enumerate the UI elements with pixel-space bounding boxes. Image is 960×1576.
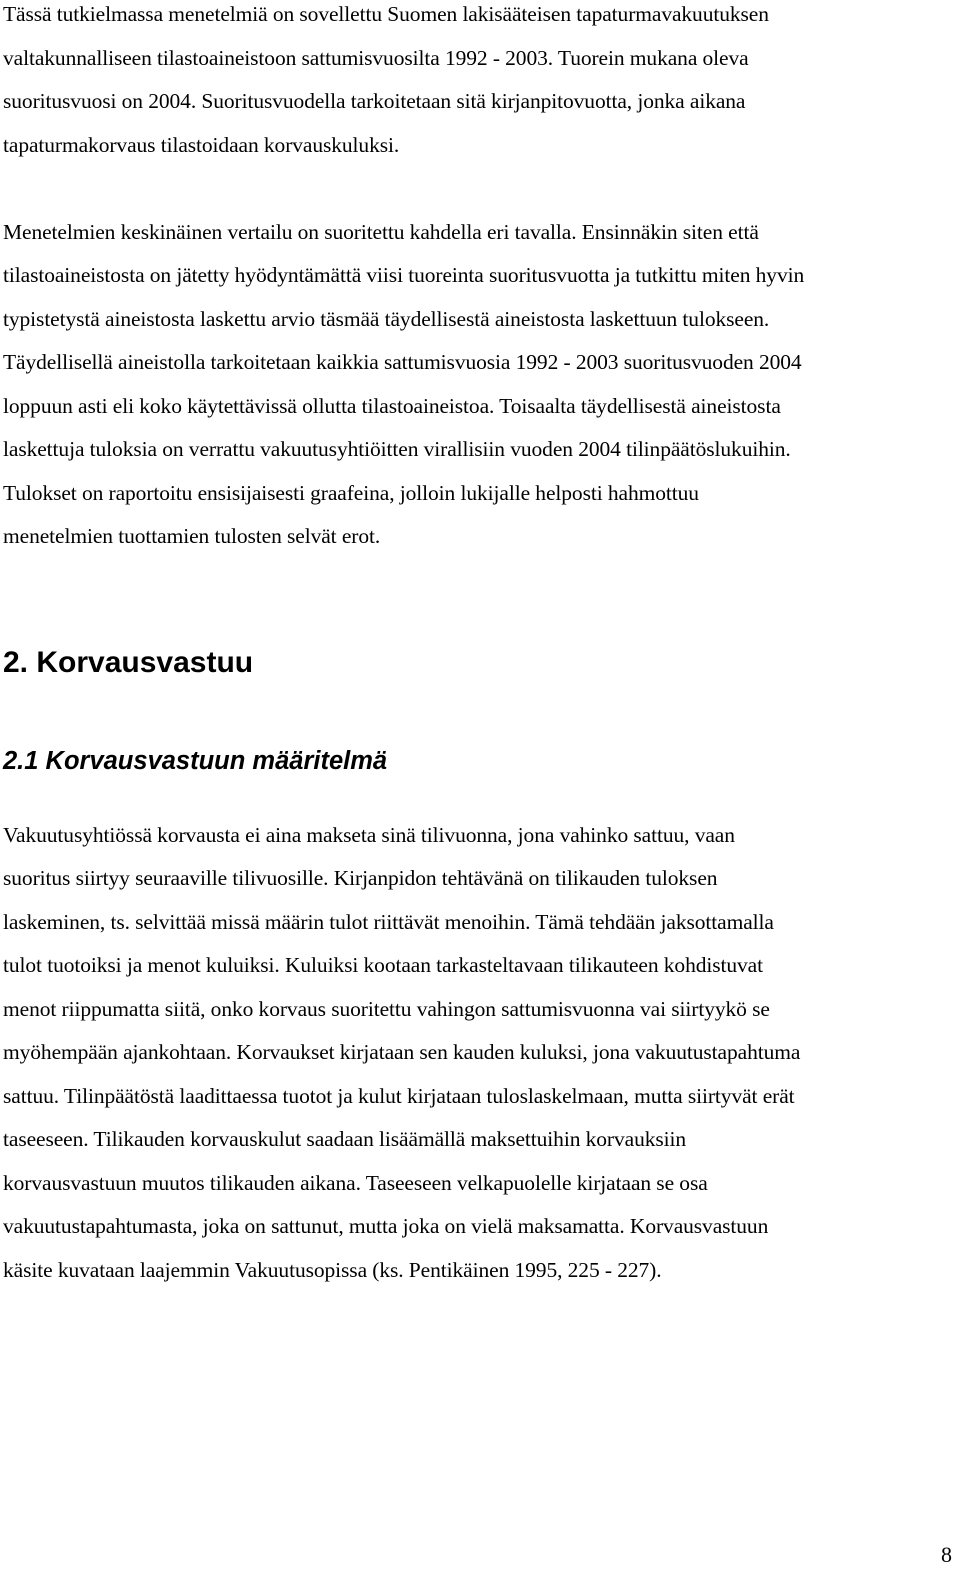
text-line: tilastoaineistosta on jätetty hyödyntämättä viisi tuoreinta suoritusvuotta ja tutkittu miten hyvin [3,263,805,287]
text-line: korvausvastuun muutos tilikauden aikana. Taseeseen velkapuolelle kirjataan se osa [3,1170,708,1195]
text-line: laskettuja tuloksia on verrattu vakuutusyhtiöitten virallisiin vuoden 2004 tilinpäätöslukuihin. [3,437,791,461]
text-line: laskeminen, ts. selvittää missä määrin tulot riittävät menoihin. Tämä tehdään jaksottamalla [3,909,774,934]
text-line: valtakunnalliseen tilastoaineistoon sattumisvuosilta 1992 - 2003. Tuorein mukana oleva [3,45,749,70]
text-line: tapaturmakorvaus tilastoidaan korvauskuluksi. [3,132,400,157]
text-line: menot riippumatta siitä, onko korvaus suoritettu vahingon sattumisvuonna vai siirtyykö se [3,996,770,1021]
text-line: Vakuutusyhtiössä korvausta ei aina makseta sinä tilivuonna, jona vahinko sattuu, vaan [3,822,735,847]
text-line: myöhempään ajankohtaan. Korvaukset kirjataan sen kauden kuluksi, jona vakuutustapahtuma [3,1040,801,1064]
definition-paragraph [3,821,943,1300]
text-line: suoritusvuosi on 2004. Suoritusvuodella tarkoitetaan sitä kirjanpitovuotta, jonka aikana [3,89,746,113]
text-line: loppuun asti eli koko käytettävissä ollutta tilastoaineistoa. Toisaalta täydellisestä aineistosta [3,393,781,418]
text-line: Menetelmien keskinäinen vertailu on suoritettu kahdella eri tavalla. Ensinnäkin siten että [3,219,759,244]
heading-spacer [3,777,943,821]
text-line: vakuutustapahtumasta, joka on sattunut, mutta joka on vielä maksamatta. Korvausvastuun [3,1214,769,1238]
document-page [3,0,943,1299]
heading-spacer [3,681,943,745]
text-line: taseeseen. Tilikauden korvauskulut saadaan lisäämällä maksettuihin korvauksiin [3,1127,687,1151]
text-line: typistetystä aineistosta laskettu arvio täsmää täydellisestä aineistosta laskettuun tulokseen. [3,306,770,331]
section-heading: 2. Korvausvastuu [3,645,254,679]
text-line: tulot tuotoiksi ja menot kuluiksi. Kuluiksi kootaan tarkasteltavaan tilikauteen kohdistuvat [3,953,763,977]
intro-paragraph [3,0,943,174]
text-line: Tässä tutkielmassa menetelmiä on sovellettu Suomen lakisääteisen tapaturmavakuutuksen [3,2,769,26]
text-line: Tulokset on raportoitu ensisijaisesti graafeina, jolloin lukijalle helposti hahmottuu [3,480,699,505]
text-line: Täydellisellä aineistolla tarkoitetaan kaikkia sattumisvuosia 1992 - 2003 suoritusvuoden 2004 [3,350,802,374]
comparison-paragraph [3,218,943,566]
text-line: käsite kuvataan laajemmin Vakuutusopissa (ks. Pentikäinen 1995, 225 - 227). [3,1257,662,1282]
subsection-heading: 2.1 Korvausvastuun määritelmä [3,746,388,775]
section-spacer [3,566,943,645]
page-number: 8 [941,1542,952,1567]
text-line: menetelmien tuottamien tulosten selvät erot. [3,524,381,548]
text-line: suoritus siirtyy seuraaville tilivuosille. Kirjanpidon tehtävänä on tilikauden tuloksen [3,866,718,890]
paragraph-spacer [3,174,943,218]
text-line: sattuu. Tilinpäätöstä laadittaessa tuotot ja kulut kirjataan tuloslaskelmaan, mutta siirtyvät erät [3,1083,795,1108]
